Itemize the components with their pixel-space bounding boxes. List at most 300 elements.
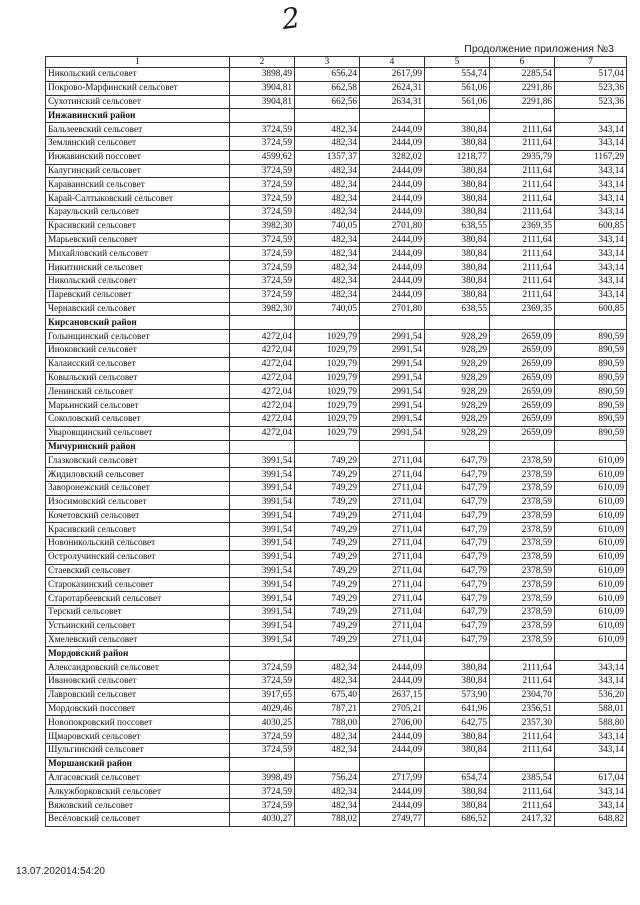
empty-cell	[555, 757, 627, 771]
table-row	[46, 247, 627, 261]
value-cell: 610,09	[555, 523, 627, 537]
empty-cell	[425, 109, 490, 123]
value-cell: 749,29	[295, 550, 360, 564]
value-cell: 2717,99	[360, 771, 425, 785]
value-cell: 890,59	[555, 371, 627, 385]
value-cell: 749,29	[295, 523, 360, 537]
settlement-name: Голынщинский сельсовет	[46, 330, 230, 344]
value-cell: 647,79	[425, 481, 490, 495]
value-cell: 561,06	[425, 81, 490, 95]
settlement-name: Терский сельсовет	[46, 606, 230, 620]
value-cell: 3991,54	[230, 481, 295, 495]
value-cell: 2617,99	[360, 68, 425, 82]
district-header-row	[46, 316, 627, 330]
value-cell: 2357,30	[490, 716, 555, 730]
district-name: Инжавинский район	[46, 109, 230, 123]
value-cell: 2991,54	[360, 385, 425, 399]
value-cell: 3724,59	[230, 661, 295, 675]
table-row	[46, 288, 627, 302]
empty-cell	[490, 647, 555, 661]
table-row	[46, 164, 627, 178]
table-row	[46, 233, 627, 247]
value-cell: 2444,09	[360, 247, 425, 261]
value-cell: 380,84	[425, 205, 490, 219]
value-cell: 2711,04	[360, 633, 425, 647]
value-cell: 3724,59	[230, 205, 295, 219]
value-cell: 3724,59	[230, 785, 295, 799]
district-header-row	[46, 757, 627, 771]
empty-cell	[555, 440, 627, 454]
settlement-name: Калугинский сельсовет	[46, 164, 230, 178]
value-cell: 2285,54	[490, 68, 555, 82]
value-cell: 4272,04	[230, 399, 295, 413]
value-cell: 2444,09	[360, 178, 425, 192]
table-row	[46, 813, 627, 827]
value-cell: 928,29	[425, 412, 490, 426]
value-cell: 380,84	[425, 785, 490, 799]
value-cell: 482,34	[295, 164, 360, 178]
value-cell: 610,09	[555, 454, 627, 468]
settlement-name: Никольский сельсовет	[46, 68, 230, 82]
value-cell: 482,34	[295, 261, 360, 275]
value-cell: 647,79	[425, 495, 490, 509]
table-row	[46, 564, 627, 578]
empty-cell	[555, 109, 627, 123]
value-cell: 1029,79	[295, 399, 360, 413]
value-cell: 3991,54	[230, 564, 295, 578]
settlement-name: Алгасовский сельсовет	[46, 771, 230, 785]
table-row	[46, 357, 627, 371]
settlement-name: Марьинский сельсовет	[46, 399, 230, 413]
value-cell: 662,56	[295, 95, 360, 109]
value-cell: 3991,54	[230, 523, 295, 537]
value-cell: 2711,04	[360, 509, 425, 523]
value-cell: 2378,59	[490, 578, 555, 592]
settlement-name: Калаисский сельсовет	[46, 357, 230, 371]
value-cell: 2706,00	[360, 716, 425, 730]
value-cell: 2935,79	[490, 150, 555, 164]
value-cell: 3724,59	[230, 274, 295, 288]
value-cell: 610,09	[555, 495, 627, 509]
value-cell: 749,29	[295, 578, 360, 592]
value-cell: 3724,59	[230, 261, 295, 275]
value-cell: 647,79	[425, 578, 490, 592]
continuation-note: Продолжение приложения №3	[464, 43, 614, 55]
table-row	[46, 481, 627, 495]
value-cell: 1029,79	[295, 357, 360, 371]
value-cell: 2991,54	[360, 399, 425, 413]
table-row	[46, 302, 627, 316]
value-cell: 2991,54	[360, 357, 425, 371]
value-cell: 2111,64	[490, 661, 555, 675]
value-cell: 610,09	[555, 592, 627, 606]
value-cell: 2659,09	[490, 412, 555, 426]
value-cell: 482,34	[295, 785, 360, 799]
table-row	[46, 261, 627, 275]
table-row	[46, 688, 627, 702]
value-cell: 662,58	[295, 81, 360, 95]
value-cell: 1029,79	[295, 426, 360, 440]
value-cell: 343,14	[555, 205, 627, 219]
value-cell: 380,84	[425, 247, 490, 261]
value-cell: 2701,80	[360, 302, 425, 316]
table-row	[46, 785, 627, 799]
settlement-name: Мордовский поссовет	[46, 702, 230, 716]
table-row	[46, 219, 627, 233]
settlement-name: Караваинский сельсовет	[46, 178, 230, 192]
value-cell: 928,29	[425, 371, 490, 385]
value-cell: 380,84	[425, 274, 490, 288]
value-cell: 2378,59	[490, 481, 555, 495]
value-cell: 3991,54	[230, 619, 295, 633]
table-row	[46, 178, 627, 192]
value-cell: 536,20	[555, 688, 627, 702]
settlement-name: Шульгинский сельсовет	[46, 744, 230, 758]
table-row	[46, 606, 627, 620]
value-cell: 2711,04	[360, 606, 425, 620]
table-row	[46, 136, 627, 150]
settlement-name: Ковыльский сельсовет	[46, 371, 230, 385]
empty-cell	[490, 757, 555, 771]
value-cell: 928,29	[425, 330, 490, 344]
value-cell: 482,34	[295, 205, 360, 219]
value-cell: 2444,09	[360, 274, 425, 288]
value-cell: 482,34	[295, 661, 360, 675]
value-cell: 2637,15	[360, 688, 425, 702]
value-cell: 647,79	[425, 592, 490, 606]
value-cell: 647,79	[425, 537, 490, 551]
value-cell: 2111,64	[490, 744, 555, 758]
value-cell: 890,59	[555, 385, 627, 399]
value-cell: 482,34	[295, 675, 360, 689]
value-cell: 3991,54	[230, 495, 295, 509]
settlement-name: Соколовский сельсовет	[46, 412, 230, 426]
value-cell: 928,29	[425, 357, 490, 371]
column-number: 3	[295, 57, 360, 68]
settlement-name: Покрово-Марфинский сельсовет	[46, 81, 230, 95]
settlement-name: Кочетовский сельсовет	[46, 509, 230, 523]
settlement-name: Карай-Салтыковский сельсовет	[46, 192, 230, 206]
value-cell: 343,14	[555, 247, 627, 261]
column-number: 4	[360, 57, 425, 68]
value-cell: 2624,31	[360, 81, 425, 95]
value-cell: 3991,54	[230, 550, 295, 564]
value-cell: 2378,59	[490, 619, 555, 633]
value-cell: 756,24	[295, 771, 360, 785]
table-row	[46, 578, 627, 592]
value-cell: 3724,59	[230, 178, 295, 192]
value-cell: 2705,21	[360, 702, 425, 716]
value-cell: 2111,64	[490, 261, 555, 275]
value-cell: 638,55	[425, 302, 490, 316]
settlement-name: Щмаровский сельсовет	[46, 730, 230, 744]
value-cell: 4599,62	[230, 150, 295, 164]
empty-cell	[555, 647, 627, 661]
value-cell: 561,06	[425, 95, 490, 109]
value-cell: 2444,09	[360, 164, 425, 178]
value-cell: 3982,30	[230, 302, 295, 316]
value-cell: 2749,77	[360, 813, 425, 827]
value-cell: 610,09	[555, 564, 627, 578]
table-row	[46, 399, 627, 413]
value-cell: 2417,32	[490, 813, 555, 827]
settlement-name: Александровский сельсовет	[46, 661, 230, 675]
table-row	[46, 343, 627, 357]
value-cell: 2634,31	[360, 95, 425, 109]
value-cell: 2444,09	[360, 205, 425, 219]
empty-cell	[360, 316, 425, 330]
value-cell: 2378,59	[490, 523, 555, 537]
value-cell: 3991,54	[230, 537, 295, 551]
value-cell: 343,14	[555, 675, 627, 689]
value-cell: 610,09	[555, 619, 627, 633]
value-cell: 2711,04	[360, 495, 425, 509]
value-cell: 380,84	[425, 799, 490, 813]
value-cell: 482,34	[295, 233, 360, 247]
settlement-name: Михайловский сельсовет	[46, 247, 230, 261]
value-cell: 380,84	[425, 744, 490, 758]
value-cell: 3991,54	[230, 633, 295, 647]
value-cell: 3724,59	[230, 136, 295, 150]
settlement-name: Староказинский сельсовет	[46, 578, 230, 592]
value-cell: 2444,09	[360, 288, 425, 302]
value-cell: 2659,09	[490, 343, 555, 357]
value-cell: 3724,59	[230, 233, 295, 247]
value-cell: 343,14	[555, 744, 627, 758]
empty-cell	[425, 757, 490, 771]
value-cell: 2385,54	[490, 771, 555, 785]
value-cell: 523,36	[555, 81, 627, 95]
value-cell: 3991,54	[230, 606, 295, 620]
table-row	[46, 468, 627, 482]
value-cell: 4272,04	[230, 357, 295, 371]
value-cell: 380,84	[425, 675, 490, 689]
value-cell: 890,59	[555, 343, 627, 357]
value-cell: 2711,04	[360, 454, 425, 468]
value-cell: 343,14	[555, 164, 627, 178]
empty-cell	[230, 647, 295, 661]
table-row	[46, 550, 627, 564]
table-row	[46, 426, 627, 440]
value-cell: 3904,81	[230, 95, 295, 109]
value-cell: 3991,54	[230, 592, 295, 606]
value-cell: 482,34	[295, 799, 360, 813]
value-cell: 2111,64	[490, 675, 555, 689]
value-cell: 3904,81	[230, 81, 295, 95]
value-cell: 2444,09	[360, 233, 425, 247]
settlement-name: Весёловский сельсовет	[46, 813, 230, 827]
table-row	[46, 95, 627, 109]
settlement-name: Инжавинский поссовет	[46, 150, 230, 164]
value-cell: 380,84	[425, 123, 490, 137]
settlement-name: Алкужборковский сельсовет	[46, 785, 230, 799]
settlement-name: Стаевский сельсовет	[46, 564, 230, 578]
value-cell: 1218,77	[425, 150, 490, 164]
value-cell: 2659,09	[490, 385, 555, 399]
value-cell: 343,14	[555, 288, 627, 302]
table-row	[46, 371, 627, 385]
settlement-name: Изосимовский сельсовет	[46, 495, 230, 509]
value-cell: 573,90	[425, 688, 490, 702]
value-cell: 343,14	[555, 178, 627, 192]
value-cell: 2444,09	[360, 661, 425, 675]
value-cell: 610,09	[555, 468, 627, 482]
value-cell: 749,29	[295, 509, 360, 523]
value-cell: 482,34	[295, 288, 360, 302]
value-cell: 2378,59	[490, 550, 555, 564]
value-cell: 343,14	[555, 661, 627, 675]
value-cell: 3724,59	[230, 192, 295, 206]
value-cell: 610,09	[555, 578, 627, 592]
table-row	[46, 537, 627, 551]
value-cell: 740,05	[295, 219, 360, 233]
value-cell: 588,80	[555, 716, 627, 730]
value-cell: 2111,64	[490, 123, 555, 137]
value-cell: 2444,09	[360, 123, 425, 137]
value-cell: 343,14	[555, 233, 627, 247]
column-number: 1	[46, 57, 230, 68]
value-cell: 2111,64	[490, 205, 555, 219]
settlement-name: Ивановский сельсовет	[46, 675, 230, 689]
value-cell: 380,84	[425, 661, 490, 675]
empty-cell	[230, 757, 295, 771]
district-name: Моршанский район	[46, 757, 230, 771]
value-cell: 3917,65	[230, 688, 295, 702]
district-name: Мордовский район	[46, 647, 230, 661]
district-name: Кирсановский район	[46, 316, 230, 330]
empty-cell	[295, 440, 360, 454]
value-cell: 890,59	[555, 330, 627, 344]
district-header-row	[46, 647, 627, 661]
value-cell: 343,14	[555, 730, 627, 744]
value-cell: 3991,54	[230, 509, 295, 523]
value-cell: 2711,04	[360, 523, 425, 537]
value-cell: 2711,04	[360, 578, 425, 592]
value-cell: 3724,59	[230, 744, 295, 758]
value-cell: 2378,59	[490, 454, 555, 468]
value-cell: 647,79	[425, 468, 490, 482]
value-cell: 2659,09	[490, 426, 555, 440]
value-cell: 343,14	[555, 799, 627, 813]
value-cell: 3991,54	[230, 468, 295, 482]
table-row	[46, 412, 627, 426]
district-header-row	[46, 109, 627, 123]
empty-cell	[360, 757, 425, 771]
value-cell: 2111,64	[490, 288, 555, 302]
value-cell: 610,09	[555, 481, 627, 495]
settlement-name: Хмелевский сельсовет	[46, 633, 230, 647]
value-cell: 1357,37	[295, 150, 360, 164]
settlement-name: Устьинский сельсовет	[46, 619, 230, 633]
value-cell: 2369,35	[490, 302, 555, 316]
value-cell: 482,34	[295, 178, 360, 192]
value-cell: 2659,09	[490, 330, 555, 344]
value-cell: 1029,79	[295, 330, 360, 344]
value-cell: 3724,59	[230, 123, 295, 137]
value-cell: 2444,09	[360, 192, 425, 206]
table-row	[46, 274, 627, 288]
value-cell: 749,29	[295, 537, 360, 551]
value-cell: 3282,02	[360, 150, 425, 164]
empty-cell	[360, 440, 425, 454]
settlement-name: Жидиловский сельсовет	[46, 468, 230, 482]
table-row	[46, 81, 627, 95]
empty-cell	[230, 109, 295, 123]
district-name: Мичуринский район	[46, 440, 230, 454]
value-cell: 2111,64	[490, 247, 555, 261]
value-cell: 686,52	[425, 813, 490, 827]
value-cell: 2991,54	[360, 343, 425, 357]
value-cell: 3724,59	[230, 247, 295, 261]
table-row	[46, 730, 627, 744]
value-cell: 2444,09	[360, 730, 425, 744]
empty-cell	[295, 109, 360, 123]
value-cell: 647,79	[425, 564, 490, 578]
empty-cell	[360, 109, 425, 123]
value-cell: 2711,04	[360, 468, 425, 482]
value-cell: 4029,46	[230, 702, 295, 716]
value-cell: 2444,09	[360, 799, 425, 813]
value-cell: 3724,59	[230, 730, 295, 744]
value-cell: 343,14	[555, 136, 627, 150]
empty-cell	[360, 647, 425, 661]
settlement-name: Вяжовский сельсовет	[46, 799, 230, 813]
value-cell: 890,59	[555, 399, 627, 413]
value-cell: 2378,59	[490, 509, 555, 523]
value-cell: 3724,59	[230, 675, 295, 689]
handwritten-page-number: 2	[279, 0, 303, 37]
value-cell: 380,84	[425, 261, 490, 275]
table-row	[46, 799, 627, 813]
empty-cell	[425, 440, 490, 454]
value-cell: 4272,04	[230, 385, 295, 399]
value-cell: 3982,30	[230, 219, 295, 233]
table-row	[46, 495, 627, 509]
value-cell: 3998,49	[230, 771, 295, 785]
settlement-name: Сухотинский сельсовет	[46, 95, 230, 109]
value-cell: 3724,59	[230, 288, 295, 302]
table-row	[46, 716, 627, 730]
value-cell: 610,09	[555, 509, 627, 523]
value-cell: 2711,04	[360, 481, 425, 495]
value-cell: 482,34	[295, 192, 360, 206]
settlement-name: Красивский сельсовет	[46, 523, 230, 537]
table-row	[46, 702, 627, 716]
value-cell: 523,36	[555, 95, 627, 109]
table-body	[46, 57, 627, 827]
value-cell: 3991,54	[230, 454, 295, 468]
value-cell: 647,79	[425, 606, 490, 620]
table-row	[46, 454, 627, 468]
value-cell: 740,05	[295, 302, 360, 316]
value-cell: 2991,54	[360, 330, 425, 344]
value-cell: 343,14	[555, 274, 627, 288]
table-row	[46, 205, 627, 219]
settlement-name: Бальзеевский сельсовет	[46, 123, 230, 137]
tariff-table	[45, 56, 627, 827]
value-cell: 2111,64	[490, 799, 555, 813]
value-cell: 380,84	[425, 288, 490, 302]
value-cell: 380,84	[425, 178, 490, 192]
settlement-name: Чернавский сельсовет	[46, 302, 230, 316]
table-row	[46, 675, 627, 689]
value-cell: 749,29	[295, 633, 360, 647]
value-cell: 641,96	[425, 702, 490, 716]
value-cell: 928,29	[425, 399, 490, 413]
value-cell: 749,29	[295, 619, 360, 633]
value-cell: 4272,04	[230, 343, 295, 357]
value-cell: 749,29	[295, 481, 360, 495]
